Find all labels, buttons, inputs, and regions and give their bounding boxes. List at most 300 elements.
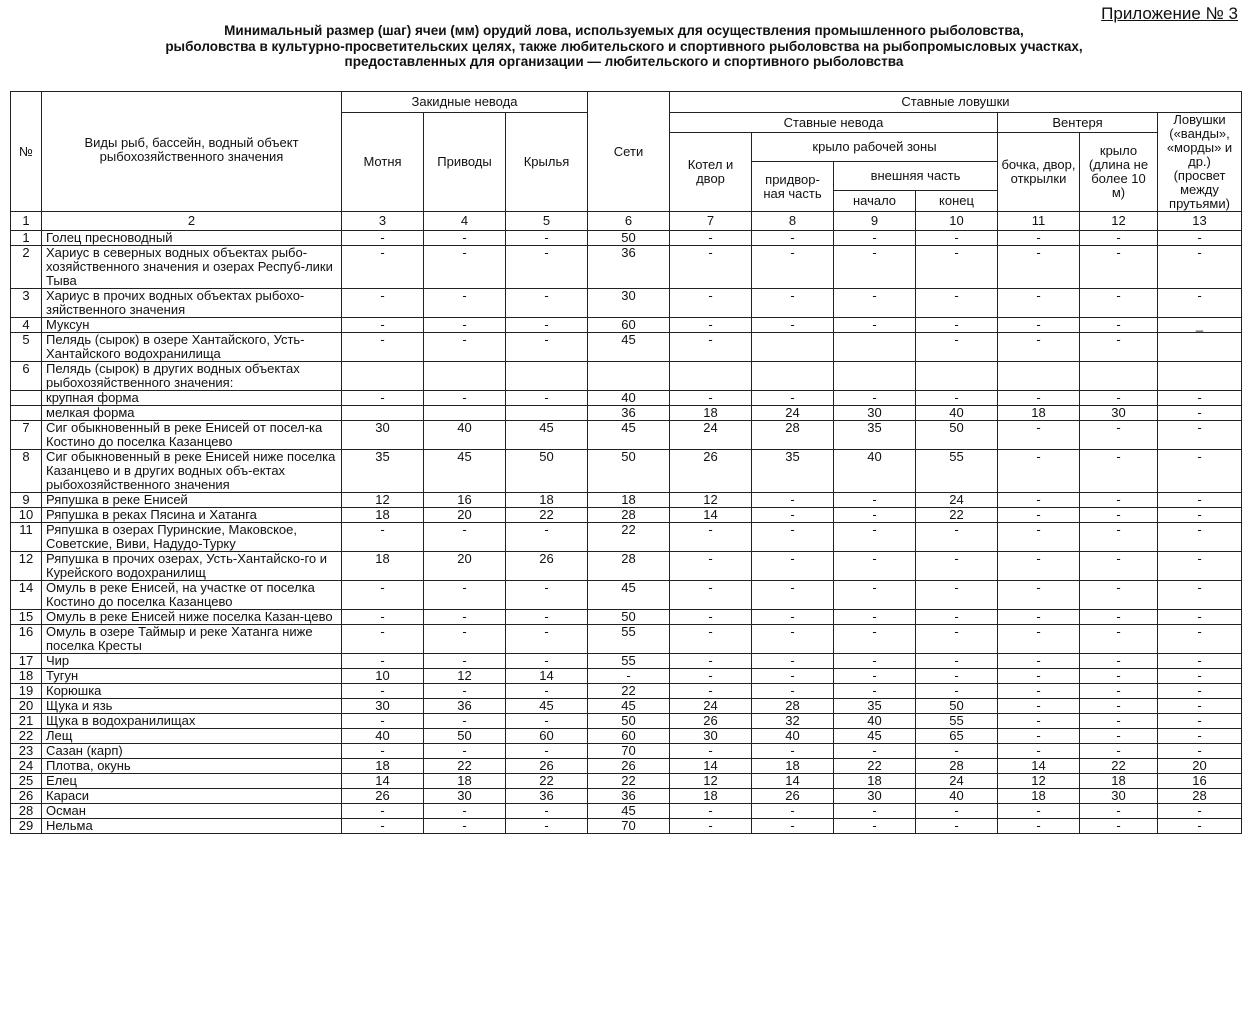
mesh-value: 55	[588, 625, 670, 654]
mesh-value: -	[1080, 744, 1158, 759]
mesh-value	[424, 406, 506, 421]
mesh-value: -	[342, 684, 424, 699]
mesh-value: -	[998, 552, 1080, 581]
mesh-value	[834, 362, 916, 391]
mesh-value: -	[752, 684, 834, 699]
column-number: 13	[1158, 212, 1242, 231]
mesh-value: -	[1080, 523, 1158, 552]
mesh-value: 50	[588, 714, 670, 729]
table-row	[11, 508, 1242, 523]
mesh-value: -	[752, 625, 834, 654]
mesh-value: -	[998, 231, 1080, 246]
header-no: №	[11, 92, 42, 212]
species-name: Пелядь (сырок) в других водных объектах рыбохозяйственного значения:	[42, 362, 342, 391]
mesh-value: -	[342, 819, 424, 834]
mesh-value: 30	[1080, 789, 1158, 804]
mesh-value: -	[670, 523, 752, 552]
column-number: 7	[670, 212, 752, 231]
header-wing-zone: крыло рабочей зоны	[752, 133, 998, 162]
mesh-value: -	[752, 289, 834, 318]
row-number: 7	[11, 421, 42, 450]
mesh-value: 50	[588, 231, 670, 246]
mesh-value: 12	[424, 669, 506, 684]
mesh-value: -	[998, 654, 1080, 669]
mesh-value: -	[1080, 684, 1158, 699]
mesh-value: -	[506, 523, 588, 552]
table-row	[11, 362, 1242, 391]
mesh-value: 45	[588, 699, 670, 714]
mesh-value: -	[424, 714, 506, 729]
mesh-value	[998, 362, 1080, 391]
mesh-value: -	[670, 610, 752, 625]
mesh-value: -	[834, 391, 916, 406]
mesh-value: -	[1080, 391, 1158, 406]
mesh-value: 60	[588, 318, 670, 333]
mesh-value	[670, 362, 752, 391]
table-row	[11, 246, 1242, 289]
mesh-value: 60	[588, 729, 670, 744]
row-number: 14	[11, 581, 42, 610]
row-number: 5	[11, 333, 42, 362]
mesh-value: -	[834, 552, 916, 581]
table-row	[11, 804, 1242, 819]
mesh-value: 45	[588, 421, 670, 450]
mesh-value: 24	[916, 493, 998, 508]
row-number: 23	[11, 744, 42, 759]
mesh-value: -	[424, 246, 506, 289]
row-number: 12	[11, 552, 42, 581]
mesh-value: -	[342, 625, 424, 654]
species-name: Омуль в озере Таймыр и реке Хатанга ниже поселка Кресты	[42, 625, 342, 654]
mesh-value: 55	[916, 450, 998, 493]
mesh-value: -	[916, 231, 998, 246]
mesh-value: -	[342, 523, 424, 552]
mesh-value: -	[1158, 669, 1242, 684]
species-name: Лещ	[42, 729, 342, 744]
mesh-value: -	[342, 333, 424, 362]
row-number: 4	[11, 318, 42, 333]
mesh-value: 20	[424, 552, 506, 581]
mesh-value: -	[752, 493, 834, 508]
species-name: Елец	[42, 774, 342, 789]
mesh-value: 18	[834, 774, 916, 789]
mesh-value: -	[834, 684, 916, 699]
mesh-value: 30	[834, 406, 916, 421]
mesh-value: 18	[998, 406, 1080, 421]
row-number: 2	[11, 246, 42, 289]
mesh-value: 36	[424, 699, 506, 714]
mesh-value: -	[342, 610, 424, 625]
table-row	[11, 333, 1242, 362]
mesh-size-table	[10, 91, 1242, 834]
mesh-value: -	[998, 246, 1080, 289]
mesh-value: 36	[506, 789, 588, 804]
mesh-value: -	[1158, 625, 1242, 654]
table-row	[11, 729, 1242, 744]
mesh-value: -	[1080, 333, 1158, 362]
mesh-value: 18	[424, 774, 506, 789]
mesh-value: 26	[670, 714, 752, 729]
mesh-value: 18	[342, 552, 424, 581]
mesh-value: -	[998, 729, 1080, 744]
mesh-value: -	[424, 610, 506, 625]
mesh-value: 10	[342, 669, 424, 684]
column-number: 11	[998, 212, 1080, 231]
mesh-value	[506, 406, 588, 421]
mesh-value: -	[1158, 391, 1242, 406]
mesh-value: -	[834, 493, 916, 508]
mesh-value: -	[916, 684, 998, 699]
column-number: 6	[588, 212, 670, 231]
mesh-value: -	[752, 508, 834, 523]
mesh-value: -	[834, 581, 916, 610]
row-number: 1	[11, 231, 42, 246]
table-row	[11, 684, 1242, 699]
mesh-value: -	[998, 714, 1080, 729]
mesh-value: -	[916, 610, 998, 625]
mesh-value: -	[916, 819, 998, 834]
appendix-label: Приложение № 3	[1101, 4, 1238, 23]
mesh-value: -	[916, 523, 998, 552]
table-row	[11, 581, 1242, 610]
mesh-value: 16	[1158, 774, 1242, 789]
table-row	[11, 421, 1242, 450]
mesh-value: -	[834, 804, 916, 819]
column-number: 12	[1080, 212, 1158, 231]
mesh-value: -	[506, 804, 588, 819]
mesh-value: -	[752, 391, 834, 406]
mesh-value	[1158, 333, 1242, 362]
mesh-value: 26	[670, 450, 752, 493]
mesh-value: 28	[752, 699, 834, 714]
mesh-value: -	[342, 804, 424, 819]
mesh-value: 18	[998, 789, 1080, 804]
column-number: 2	[42, 212, 342, 231]
mesh-value: -	[1158, 450, 1242, 493]
mesh-value: 18	[752, 759, 834, 774]
mesh-value: -	[342, 654, 424, 669]
species-name: мелкая форма	[42, 406, 342, 421]
document-title	[60, 23, 1188, 70]
mesh-value	[1080, 362, 1158, 391]
mesh-value: -	[998, 684, 1080, 699]
mesh-value: 60	[506, 729, 588, 744]
mesh-value: 26	[752, 789, 834, 804]
header-privody: Приводы	[424, 113, 506, 212]
table-row	[11, 774, 1242, 789]
species-name: Голец пресноводный	[42, 231, 342, 246]
mesh-value: -	[424, 581, 506, 610]
mesh-value: -	[1158, 246, 1242, 289]
column-number: 10	[916, 212, 998, 231]
mesh-value: -	[834, 819, 916, 834]
mesh-value: 36	[588, 406, 670, 421]
mesh-value: -	[916, 625, 998, 654]
mesh-value: -	[752, 654, 834, 669]
mesh-value: -	[1080, 625, 1158, 654]
mesh-value: -	[834, 231, 916, 246]
mesh-value: -	[670, 391, 752, 406]
mesh-value: -	[1080, 508, 1158, 523]
column-number: 4	[424, 212, 506, 231]
mesh-value: -	[506, 684, 588, 699]
mesh-value: 30	[670, 729, 752, 744]
mesh-value: -	[506, 231, 588, 246]
mesh-value: -	[424, 654, 506, 669]
mesh-value: 14	[506, 669, 588, 684]
table-row	[11, 523, 1242, 552]
mesh-value: 18	[670, 406, 752, 421]
column-number: 8	[752, 212, 834, 231]
mesh-value: -	[752, 523, 834, 552]
mesh-value: -	[670, 804, 752, 819]
mesh-value: -	[670, 289, 752, 318]
species-name: крупная форма	[42, 391, 342, 406]
mesh-value: -	[998, 289, 1080, 318]
mesh-value: -	[834, 318, 916, 333]
mesh-value: -	[1080, 610, 1158, 625]
mesh-value: 14	[998, 759, 1080, 774]
mesh-value: 45	[588, 333, 670, 362]
mesh-value: 35	[752, 450, 834, 493]
table-row	[11, 450, 1242, 493]
mesh-value: 40	[752, 729, 834, 744]
mesh-value: -	[998, 699, 1080, 714]
table-row	[11, 552, 1242, 581]
row-number: 29	[11, 819, 42, 834]
mesh-value: -	[752, 318, 834, 333]
mesh-value: 50	[588, 450, 670, 493]
column-numbers-row	[11, 212, 1242, 231]
mesh-value: 18	[342, 508, 424, 523]
mesh-value	[588, 362, 670, 391]
mesh-value: 22	[1080, 759, 1158, 774]
mesh-value: 18	[670, 789, 752, 804]
mesh-value	[342, 362, 424, 391]
species-name: Пелядь (сырок) в озере Хантайского, Усть-Хантайского водохранилища	[42, 333, 342, 362]
header-seines: Закидные невода	[342, 92, 588, 113]
mesh-value: 40	[424, 421, 506, 450]
mesh-value	[342, 406, 424, 421]
mesh-value: 22	[834, 759, 916, 774]
species-name: Плотва, окунь	[42, 759, 342, 774]
mesh-value: -	[1080, 714, 1158, 729]
mesh-value: -	[998, 450, 1080, 493]
mesh-value: -	[834, 523, 916, 552]
mesh-value: -	[1158, 508, 1242, 523]
header-motnya: Мотня	[342, 113, 424, 212]
mesh-value: -	[1080, 246, 1158, 289]
mesh-value: -	[506, 744, 588, 759]
table-row	[11, 289, 1242, 318]
row-number: 22	[11, 729, 42, 744]
row-number: 21	[11, 714, 42, 729]
header-outer: внешняя часть	[834, 162, 998, 191]
species-name: Сиг обыкновенный в реке Енисей ниже поселка Казанцево и в других водных объ-ектах рыбохозяйственного значения	[42, 450, 342, 493]
mesh-value: -	[424, 523, 506, 552]
row-number: 20	[11, 699, 42, 714]
mesh-value: -	[834, 508, 916, 523]
table-row	[11, 610, 1242, 625]
row-number: 26	[11, 789, 42, 804]
mesh-value: 40	[916, 789, 998, 804]
mesh-value: -	[998, 523, 1080, 552]
mesh-value: _	[1158, 318, 1242, 333]
mesh-value: 26	[342, 789, 424, 804]
mesh-value: 40	[342, 729, 424, 744]
mesh-value: -	[1158, 581, 1242, 610]
mesh-value: -	[1158, 684, 1242, 699]
mesh-value: -	[342, 744, 424, 759]
mesh-value: 20	[1158, 759, 1242, 774]
mesh-value: 30	[342, 699, 424, 714]
mesh-value: 14	[752, 774, 834, 789]
mesh-value: 18	[506, 493, 588, 508]
mesh-value: 40	[834, 714, 916, 729]
mesh-value: -	[424, 625, 506, 654]
mesh-value	[752, 333, 834, 362]
mesh-value: 12	[998, 774, 1080, 789]
row-number: 18	[11, 669, 42, 684]
mesh-value: 40	[916, 406, 998, 421]
mesh-value: 28	[1158, 789, 1242, 804]
mesh-value: -	[342, 714, 424, 729]
table-row	[11, 406, 1242, 421]
mesh-value: -	[342, 318, 424, 333]
mesh-value: -	[834, 610, 916, 625]
title-line-2: рыболовства в культурно-просветительских целях, также любительского и спортивного рыболовства на рыбопромысловых участках,	[165, 38, 1083, 54]
table-row	[11, 744, 1242, 759]
mesh-value: 36	[588, 246, 670, 289]
mesh-value: -	[998, 669, 1080, 684]
mesh-value: 45	[506, 699, 588, 714]
mesh-value: -	[1080, 493, 1158, 508]
row-number: 28	[11, 804, 42, 819]
species-name: Омуль в реке Енисей, на участке от поселка Костино до поселка Казанцево	[42, 581, 342, 610]
mesh-value: -	[670, 819, 752, 834]
species-name: Хариус в прочих водных объектах рыбохо-зяйственного значения	[42, 289, 342, 318]
mesh-value: -	[506, 246, 588, 289]
table-row	[11, 625, 1242, 654]
species-name: Нельма	[42, 819, 342, 834]
header-lovushki: Ловушки («ванды», «морды» и др.) (просвет между прутьями)	[1158, 113, 1242, 212]
mesh-value: 20	[424, 508, 506, 523]
mesh-value	[424, 362, 506, 391]
mesh-value: -	[342, 289, 424, 318]
mesh-value: -	[1080, 231, 1158, 246]
table-row	[11, 699, 1242, 714]
mesh-value: -	[1158, 714, 1242, 729]
mesh-value: -	[1080, 654, 1158, 669]
mesh-value: -	[916, 246, 998, 289]
table-row	[11, 391, 1242, 406]
table-row	[11, 819, 1242, 834]
table-row	[11, 654, 1242, 669]
mesh-value: -	[834, 289, 916, 318]
mesh-value: -	[1158, 819, 1242, 834]
row-number: 11	[11, 523, 42, 552]
mesh-value: -	[916, 318, 998, 333]
row-number: 8	[11, 450, 42, 493]
mesh-value: -	[506, 333, 588, 362]
mesh-value: -	[998, 610, 1080, 625]
mesh-value: -	[1080, 669, 1158, 684]
mesh-value: -	[506, 318, 588, 333]
mesh-value: -	[342, 231, 424, 246]
mesh-value: 18	[342, 759, 424, 774]
mesh-value: -	[424, 744, 506, 759]
mesh-value: -	[670, 318, 752, 333]
mesh-value: -	[506, 610, 588, 625]
mesh-value: -	[670, 246, 752, 289]
mesh-value: 28	[588, 552, 670, 581]
mesh-value: -	[1158, 406, 1242, 421]
mesh-value: 30	[342, 421, 424, 450]
mesh-value: -	[1158, 231, 1242, 246]
species-name: Осман	[42, 804, 342, 819]
mesh-value: -	[670, 231, 752, 246]
mesh-value: 16	[424, 493, 506, 508]
mesh-value: -	[834, 246, 916, 289]
mesh-value: -	[998, 804, 1080, 819]
mesh-value: -	[506, 581, 588, 610]
mesh-value: -	[1158, 610, 1242, 625]
row-number: 25	[11, 774, 42, 789]
row-number: 24	[11, 759, 42, 774]
mesh-value: 22	[588, 684, 670, 699]
mesh-value: 14	[342, 774, 424, 789]
mesh-value: -	[1080, 421, 1158, 450]
mesh-value: -	[916, 744, 998, 759]
mesh-value: 28	[588, 508, 670, 523]
mesh-value: -	[424, 231, 506, 246]
row-number: 10	[11, 508, 42, 523]
mesh-value: 35	[834, 421, 916, 450]
mesh-value: -	[506, 625, 588, 654]
mesh-value: -	[1158, 552, 1242, 581]
species-name: Ряпушка в прочих озерах, Усть-Хантайско-го и Курейского водохранилищ	[42, 552, 342, 581]
mesh-value: 22	[588, 523, 670, 552]
species-name: Корюшка	[42, 684, 342, 699]
mesh-value: -	[998, 493, 1080, 508]
species-name: Чир	[42, 654, 342, 669]
mesh-value: -	[916, 804, 998, 819]
header-set-seines: Ставные невода	[670, 113, 998, 133]
mesh-value: -	[1158, 289, 1242, 318]
mesh-value: -	[1080, 699, 1158, 714]
column-number: 3	[342, 212, 424, 231]
row-number: 17	[11, 654, 42, 669]
species-name: Ряпушка в реке Енисей	[42, 493, 342, 508]
header-bochka: бочка, двор, открылки	[998, 133, 1080, 212]
mesh-value: 24	[752, 406, 834, 421]
mesh-value: -	[1158, 804, 1242, 819]
title-line-1: Минимальный размер (шаг) ячеи (мм) орудий лова, используемых для осуществления промышленного рыболовства,	[224, 23, 1024, 38]
species-name: Сиг обыкновенный в реке Енисей от посел-ка Костино до поселка Казанцево	[42, 421, 342, 450]
mesh-value: -	[752, 610, 834, 625]
header-krylya: Крылья	[506, 113, 588, 212]
row-number	[11, 406, 42, 421]
row-number: 9	[11, 493, 42, 508]
mesh-value: 50	[916, 421, 998, 450]
mesh-value: 28	[916, 759, 998, 774]
mesh-value: 22	[424, 759, 506, 774]
row-number: 15	[11, 610, 42, 625]
species-name: Муксун	[42, 318, 342, 333]
mesh-value: 22	[506, 508, 588, 523]
column-number: 9	[834, 212, 916, 231]
mesh-value	[834, 333, 916, 362]
